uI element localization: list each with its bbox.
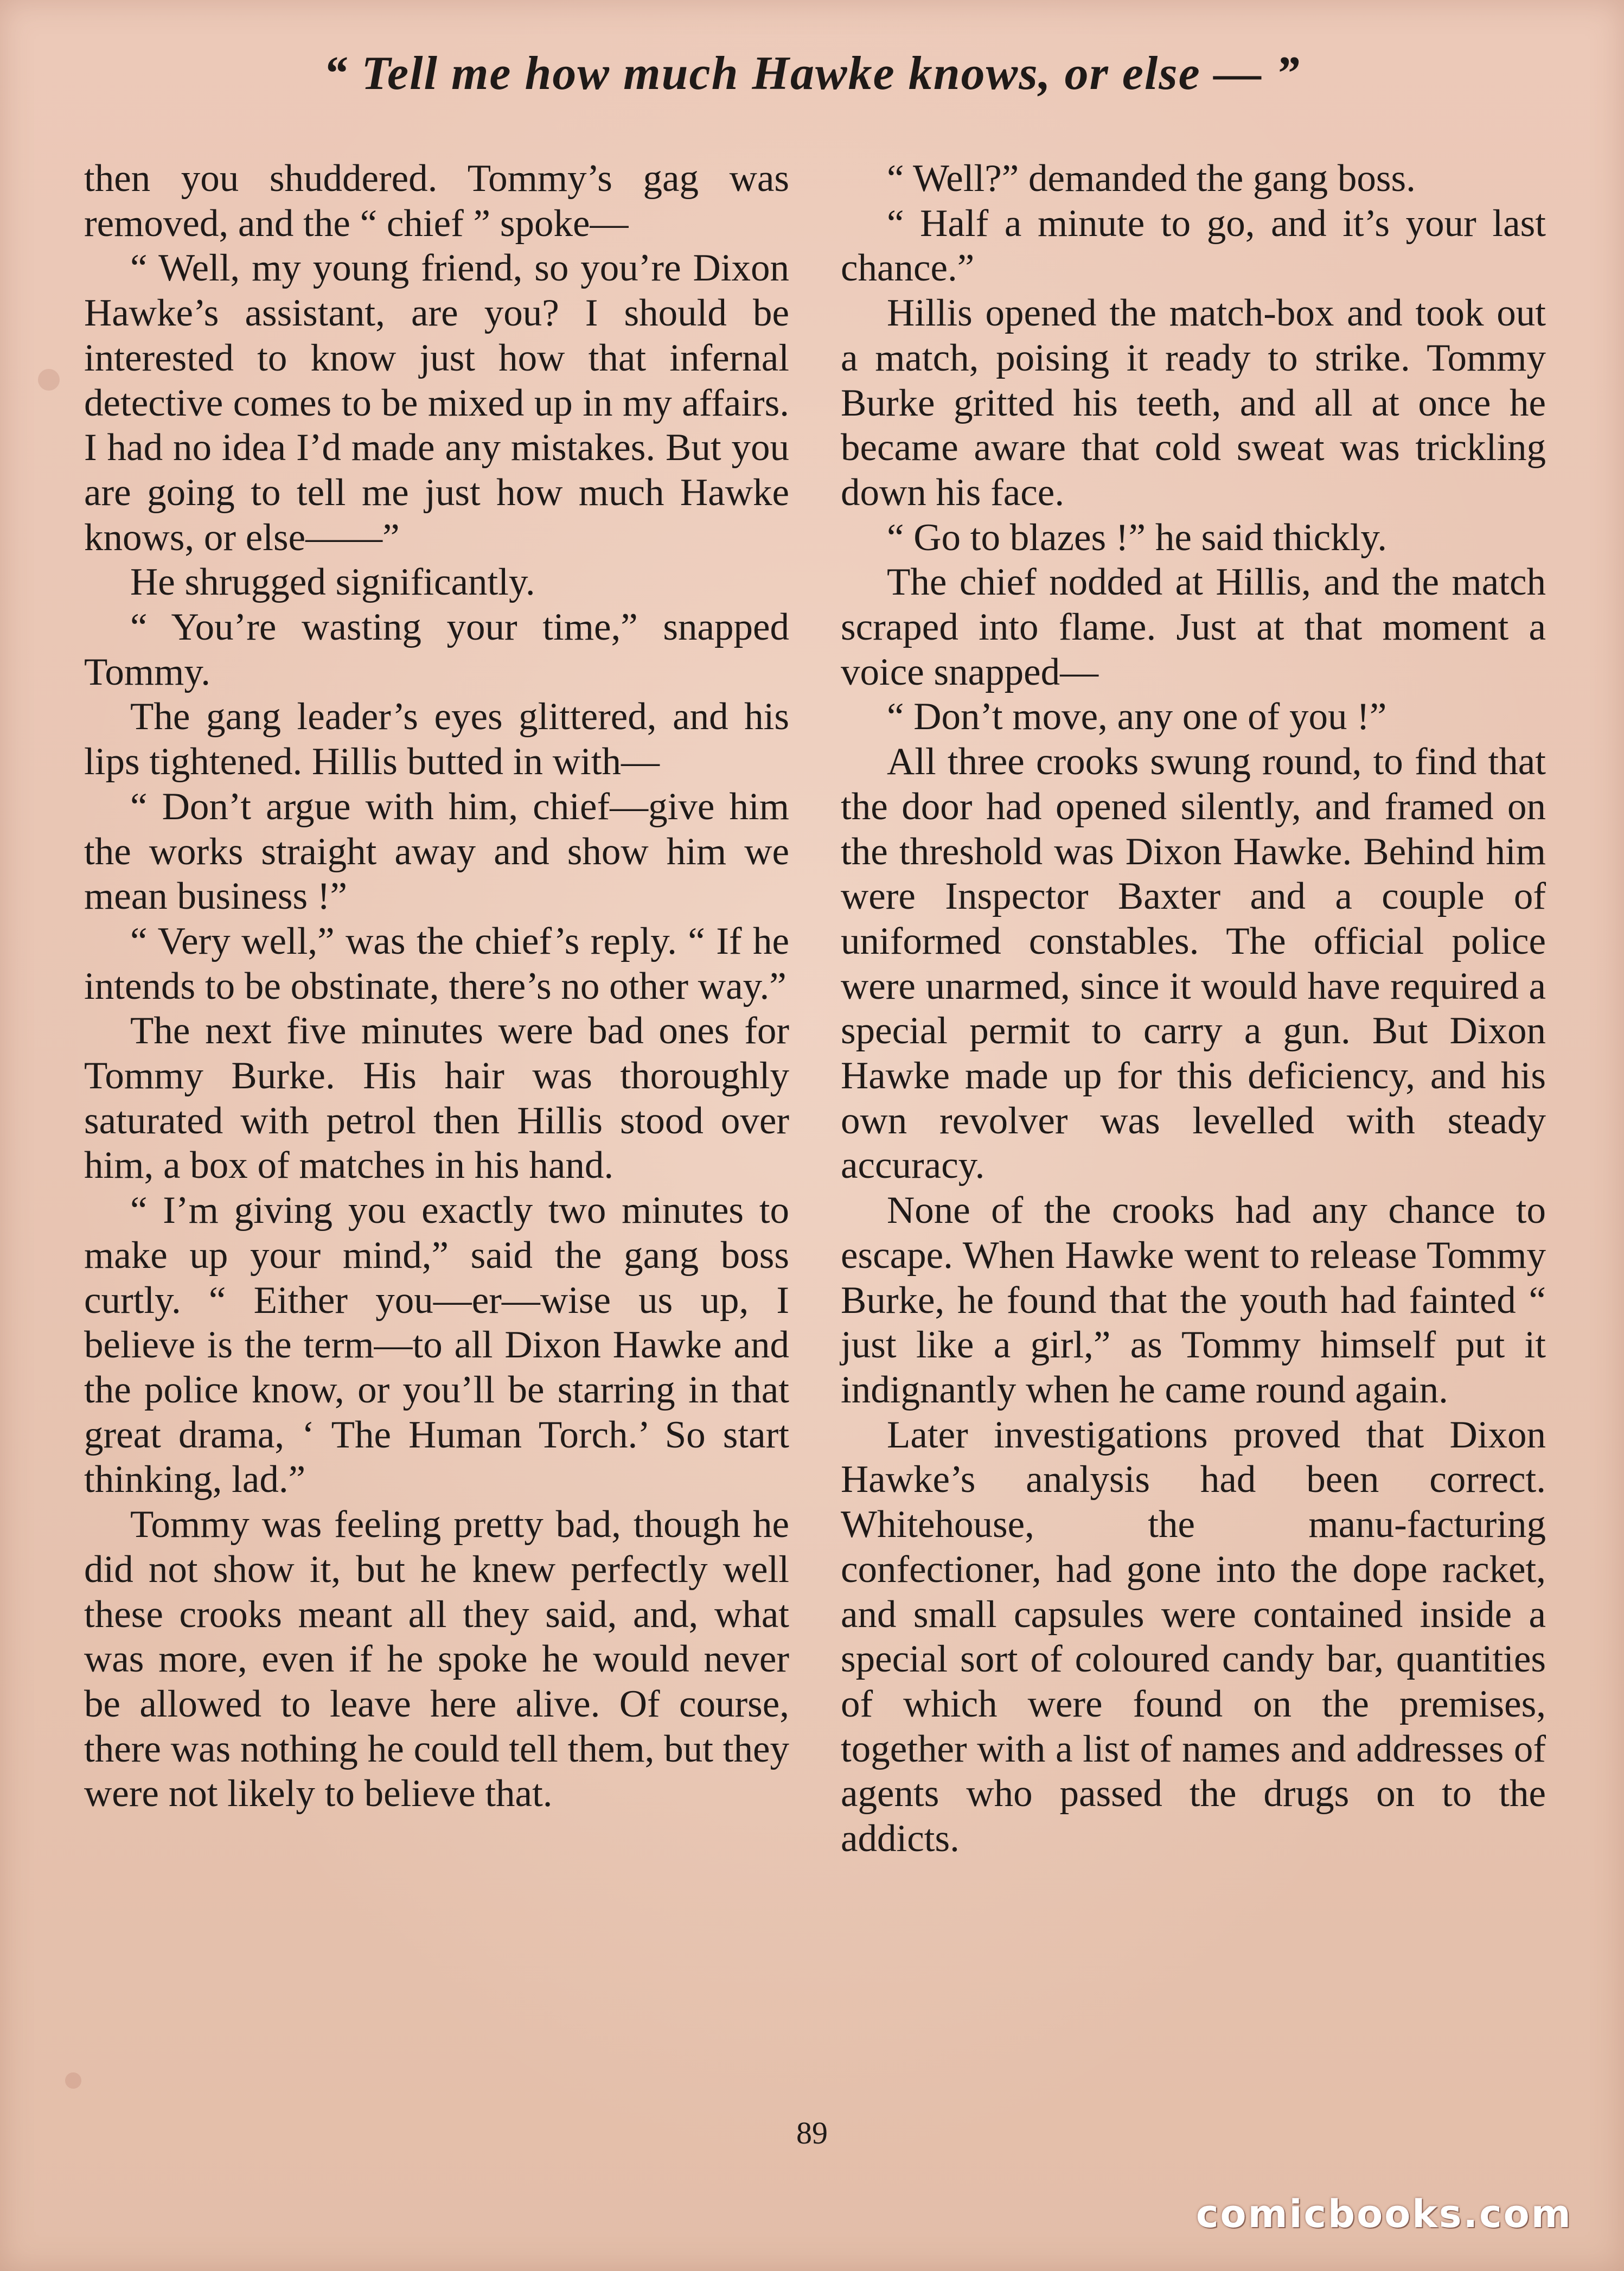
paragraph: None of the crooks had any chance to escape. When Hawke went to release Tommy Burke, he found that the youth had fainted “ just like a girl,” as Tommy himself put it indignantly when he came round again.: [841, 1189, 1546, 1411]
paragraph: He shrugged significantly.: [130, 561, 535, 604]
paragraph: “ I’m giving you exactly two minutes to make up your mind,” said the gang boss curtly. “ Either you—er—wise us up, I believe is the term—to all Dixon Hawke and the police know, or you’ll be starring in that great drama, ‘ The Human Torch.’ So start thinking, lad.”: [84, 1189, 789, 1501]
paragraph: “ You’re wasting your time,” snapped Tommy.: [84, 606, 789, 693]
paragraph: The next five minutes were bad ones for Tommy Burke. His hair was thoroughly saturated with petrol then Hillis stood over him, a box of matches in his hand.: [84, 1010, 789, 1187]
left-column: [84, 156, 789, 1816]
watermark-logo: comicbooks.com: [1196, 2192, 1572, 2236]
paragraph: “ Well, my young friend, so you’re Dixon Hawke’s assistant, are you? I should be interested to know just how that infernal detective comes to be mixed up in my affairs. I had no idea I’d made any mistakes. But you are going to tell me just how much Hawke knows, or else——”: [84, 247, 789, 559]
paragraph: then you shuddered. Tommy’s gag was removed, and the “ chief ” spoke—: [84, 157, 789, 245]
right-column: [841, 156, 1546, 1861]
page-number: 89: [796, 2115, 828, 2151]
paper-smudge: [38, 369, 60, 391]
paragraph: The chief nodded at Hillis, and the match scraped into flame. Just at that moment a voice snapped—: [841, 561, 1546, 693]
paragraph: Hillis opened the match-box and took out a match, poising it ready to strike. Tommy Burke gritted his teeth, and all at once he became aware that cold sweat was trickling down his face.: [841, 292, 1546, 514]
paper-smudge: [65, 2072, 81, 2089]
page-header: “ Tell me how much Hawke knows, or else — ”: [323, 47, 1301, 100]
paragraph: Tommy was feeling pretty bad, though he did not show it, but he knew perfectly well these crooks meant all they said, and, what was more, even if he spoke he would never be allowed to leave here alive. Of course, there was nothing he could tell them, but they were not likely to believe that.: [84, 1503, 789, 1815]
paragraph: “ Very well,” was the chief’s reply. “ If he intends to be obstinate, there’s no other way.”: [84, 920, 789, 1007]
paragraph: Later investigations proved that Dixon Hawke’s analysis had been correct. Whitehouse, the manu-facturing confectioner, had gone into the dope racket, and small capsules were contained inside a special sort of coloured candy bar, quantities of which were found on the premises, together with a list of names and addresses of agents who passed the drugs on to the addicts.: [841, 1413, 1546, 1860]
paragraph: “ Well?” demanded the gang boss.: [887, 157, 1416, 200]
paragraph: “ Half a minute to go, and it’s your last chance.”: [841, 202, 1546, 290]
paragraph: All three crooks swung round, to find that the door had opened silently, and framed on the threshold was Dixon Hawke. Behind him were Inspector Baxter and a couple of uniformed constables. The official police were unarmed, since it would have required a special permit to carry a gun. But Dixon Hawke made up for this deficiency, and his own revolver was levelled with steady accuracy.: [841, 741, 1546, 1187]
paragraph: “ Don’t argue with him, chief—give him the works straight away and show him we mean business !”: [84, 785, 789, 918]
paragraph: “ Go to blazes !” he said thickly.: [887, 516, 1388, 559]
paragraph: “ Don’t move, any one of you !”: [887, 696, 1387, 738]
paragraph: The gang leader’s eyes glittered, and his lips tightened. Hillis butted in with—: [84, 696, 789, 783]
